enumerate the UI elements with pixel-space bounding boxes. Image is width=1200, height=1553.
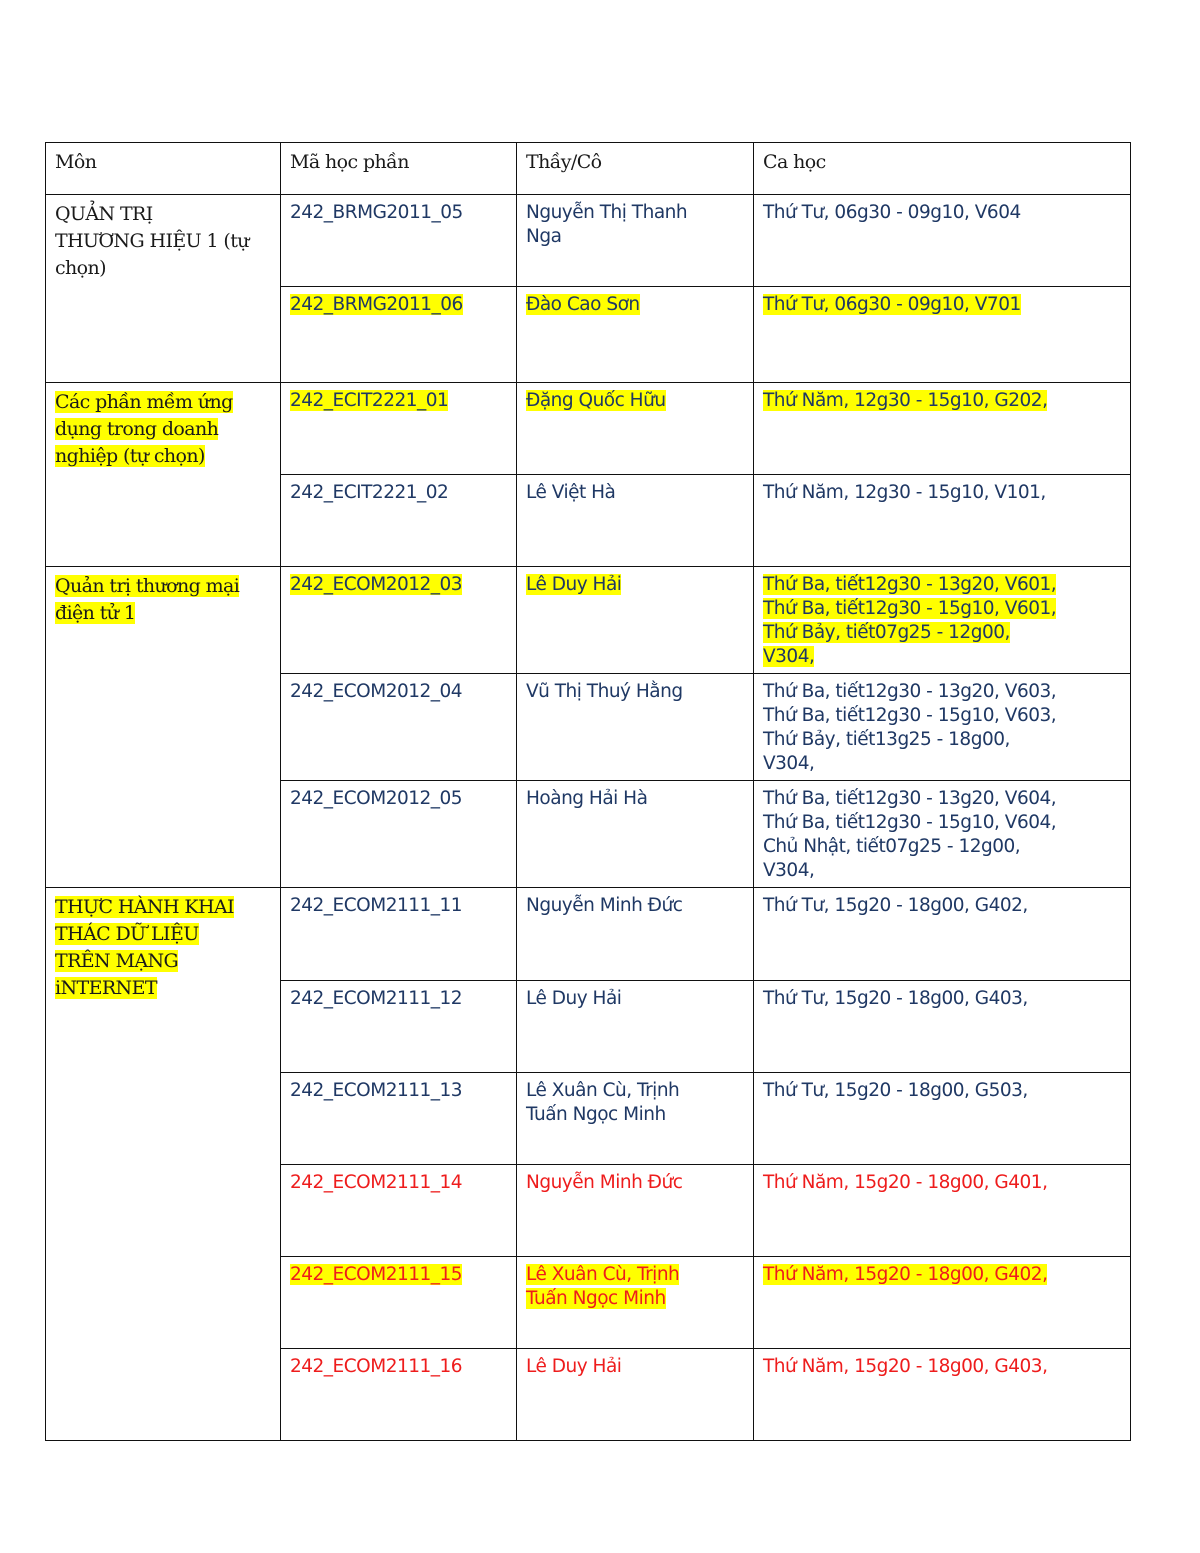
schedule-line: Thứ Tư, 06g30 - 09g10, V701 xyxy=(763,294,1021,315)
schedule-cell xyxy=(754,195,1131,287)
subject-name-line: THÁC DỮ LIỆU xyxy=(55,923,199,945)
table-row xyxy=(46,888,1131,981)
teacher-name-line: Nga xyxy=(526,226,562,247)
teacher-name-line: Tuấn Ngọc Minh xyxy=(526,1104,666,1125)
schedule-line: Thứ Ba, tiết12g30 - 13g20, V604, xyxy=(763,788,1057,809)
course-code: 242_ECOM2012_05 xyxy=(290,788,463,809)
schedule-line: V304, xyxy=(763,646,815,667)
teacher-cell xyxy=(517,383,754,475)
header-cell-schedule: Ca học xyxy=(754,143,1131,195)
schedule-line: Thứ Ba, tiết12g30 - 13g20, V603, xyxy=(763,681,1057,702)
course-code: 242_ECIT2221_02 xyxy=(290,482,449,503)
schedule-line: V304, xyxy=(763,753,815,774)
schedule-cell xyxy=(754,287,1131,383)
teacher-name-line: Lê Xuân Cù, Trịnh xyxy=(526,1080,680,1101)
course-code-cell xyxy=(281,674,517,781)
course-code-cell xyxy=(281,567,517,674)
course-code: 242_ECOM2012_03 xyxy=(290,574,463,595)
course-code-cell xyxy=(281,1073,517,1165)
subject-name-line: nghiệp (tự chọn) xyxy=(55,445,205,467)
schedule-line: Thứ Tư, 15g20 - 18g00, G402, xyxy=(763,895,1028,916)
course-code: 242_ECOM2111_15 xyxy=(290,1264,463,1285)
header-cell-subject: Môn xyxy=(46,143,281,195)
subject-name-line: Các phần mềm ứng xyxy=(55,391,233,413)
teacher-cell xyxy=(517,888,754,981)
subject-cell xyxy=(46,195,281,383)
course-code-cell xyxy=(281,287,517,383)
teacher-name-line: Đào Cao Sơn xyxy=(526,294,640,315)
subject-cell xyxy=(46,888,281,1441)
schedule-line: Thứ Năm, 15g20 - 18g00, G402, xyxy=(763,1264,1048,1285)
course-code: 242_ECOM2111_13 xyxy=(290,1080,463,1101)
schedule-cell xyxy=(754,1257,1131,1349)
schedule-line: Thứ Tư, 15g20 - 18g00, G403, xyxy=(763,988,1028,1009)
schedule-table xyxy=(45,142,1131,1441)
header-cell-code: Mã học phần xyxy=(281,143,517,195)
teacher-name-line: Đặng Quốc Hữu xyxy=(526,390,666,411)
teacher-name-line: Lê Việt Hà xyxy=(526,482,616,503)
schedule-line: Thứ Tư, 06g30 - 09g10, V604 xyxy=(763,202,1021,223)
subject-name-line: QUẢN TRỊ xyxy=(55,203,153,225)
schedule-line: Chủ Nhật, tiết07g25 - 12g00, xyxy=(763,836,1021,857)
schedule-line: Thứ Bảy, tiết07g25 - 12g00, xyxy=(763,622,1010,643)
schedule-line: Thứ Năm, 12g30 - 15g10, G202, xyxy=(763,390,1048,411)
subject-name-line: dụng trong doanh xyxy=(55,418,219,440)
course-code-cell xyxy=(281,781,517,888)
schedule-line: Thứ Năm, 15g20 - 18g00, G401, xyxy=(763,1172,1048,1193)
schedule-cell xyxy=(754,1073,1131,1165)
schedule-line: V304, xyxy=(763,860,815,881)
teacher-name-line: Nguyễn Minh Đức xyxy=(526,1172,683,1193)
course-code: 242_BRMG2011_06 xyxy=(290,294,463,315)
schedule-line: Thứ Năm, 15g20 - 18g00, G403, xyxy=(763,1356,1048,1377)
teacher-name-line: Nguyễn Minh Đức xyxy=(526,895,683,916)
subject-cell xyxy=(46,567,281,888)
subject-name-line: TRÊN MẠNG xyxy=(55,950,179,972)
teacher-cell xyxy=(517,1257,754,1349)
teacher-cell xyxy=(517,981,754,1073)
schedule-cell xyxy=(754,888,1131,981)
course-code-cell xyxy=(281,888,517,981)
schedule-line: Thứ Ba, tiết12g30 - 13g20, V601, xyxy=(763,574,1057,595)
schedule-line: Thứ Bảy, tiết13g25 - 18g00, xyxy=(763,729,1010,750)
teacher-cell xyxy=(517,1349,754,1441)
course-code: 242_ECOM2111_14 xyxy=(290,1172,463,1193)
table-row xyxy=(46,567,1131,674)
teacher-name-line: Lê Duy Hải xyxy=(526,1356,622,1377)
course-code-cell xyxy=(281,383,517,475)
teacher-cell xyxy=(517,674,754,781)
teacher-name-line: Hoàng Hải Hà xyxy=(526,788,648,809)
course-code-cell xyxy=(281,1349,517,1441)
course-code: 242_ECIT2221_01 xyxy=(290,390,449,411)
subject-name-line: THƯƠNG HIỆU 1 (tự xyxy=(55,230,249,252)
schedule-cell xyxy=(754,674,1131,781)
subject-cell xyxy=(46,383,281,567)
course-code-cell xyxy=(281,475,517,567)
schedule-cell xyxy=(754,567,1131,674)
teacher-name-line: Lê Duy Hải xyxy=(526,988,622,1009)
table-row xyxy=(46,195,1131,287)
teacher-cell xyxy=(517,287,754,383)
schedule-cell xyxy=(754,781,1131,888)
course-code-cell xyxy=(281,1165,517,1257)
course-code: 242_ECOM2111_11 xyxy=(290,895,463,916)
schedule-line: Thứ Ba, tiết12g30 - 15g10, V603, xyxy=(763,705,1057,726)
teacher-cell xyxy=(517,567,754,674)
schedule-line: Thứ Tư, 15g20 - 18g00, G503, xyxy=(763,1080,1028,1101)
course-code: 242_ECOM2012_04 xyxy=(290,681,463,702)
schedule-cell xyxy=(754,1165,1131,1257)
schedule-cell xyxy=(754,475,1131,567)
course-code-cell xyxy=(281,195,517,287)
header-row xyxy=(46,143,1131,195)
subject-name-line: chọn) xyxy=(55,257,106,279)
course-code: 242_BRMG2011_05 xyxy=(290,202,463,223)
teacher-name-line: Lê Xuân Cù, Trịnh xyxy=(526,1264,680,1285)
teacher-name-line: Tuấn Ngọc Minh xyxy=(526,1288,666,1309)
header-cell-teacher: Thầy/Cô xyxy=(517,143,754,195)
teacher-name-line: Vũ Thị Thuý Hằng xyxy=(526,681,683,702)
schedule-line: Thứ Năm, 12g30 - 15g10, V101, xyxy=(763,482,1046,503)
table-row xyxy=(46,383,1131,475)
course-code-cell xyxy=(281,981,517,1073)
teacher-cell xyxy=(517,1165,754,1257)
course-code-cell xyxy=(281,1257,517,1349)
schedule-cell xyxy=(754,383,1131,475)
teacher-name-line: Lê Duy Hải xyxy=(526,574,622,595)
subject-name-line: Quản trị thương mại xyxy=(55,575,240,597)
schedule-cell xyxy=(754,1349,1131,1441)
teacher-cell xyxy=(517,195,754,287)
teacher-cell xyxy=(517,1073,754,1165)
teacher-cell xyxy=(517,781,754,888)
subject-name-line: điện tử 1 xyxy=(55,602,136,624)
teacher-name-line: Nguyễn Thị Thanh xyxy=(526,202,688,223)
schedule-cell xyxy=(754,981,1131,1073)
course-code: 242_ECOM2111_12 xyxy=(290,988,463,1009)
course-code: 242_ECOM2111_16 xyxy=(290,1356,463,1377)
teacher-cell xyxy=(517,475,754,567)
subject-name-line: THỰC HÀNH KHAI xyxy=(55,896,234,918)
schedule-line: Thứ Ba, tiết12g30 - 15g10, V601, xyxy=(763,598,1057,619)
subject-name-line: iNTERNET xyxy=(55,977,157,999)
schedule-line: Thứ Ba, tiết12g30 - 15g10, V604, xyxy=(763,812,1057,833)
